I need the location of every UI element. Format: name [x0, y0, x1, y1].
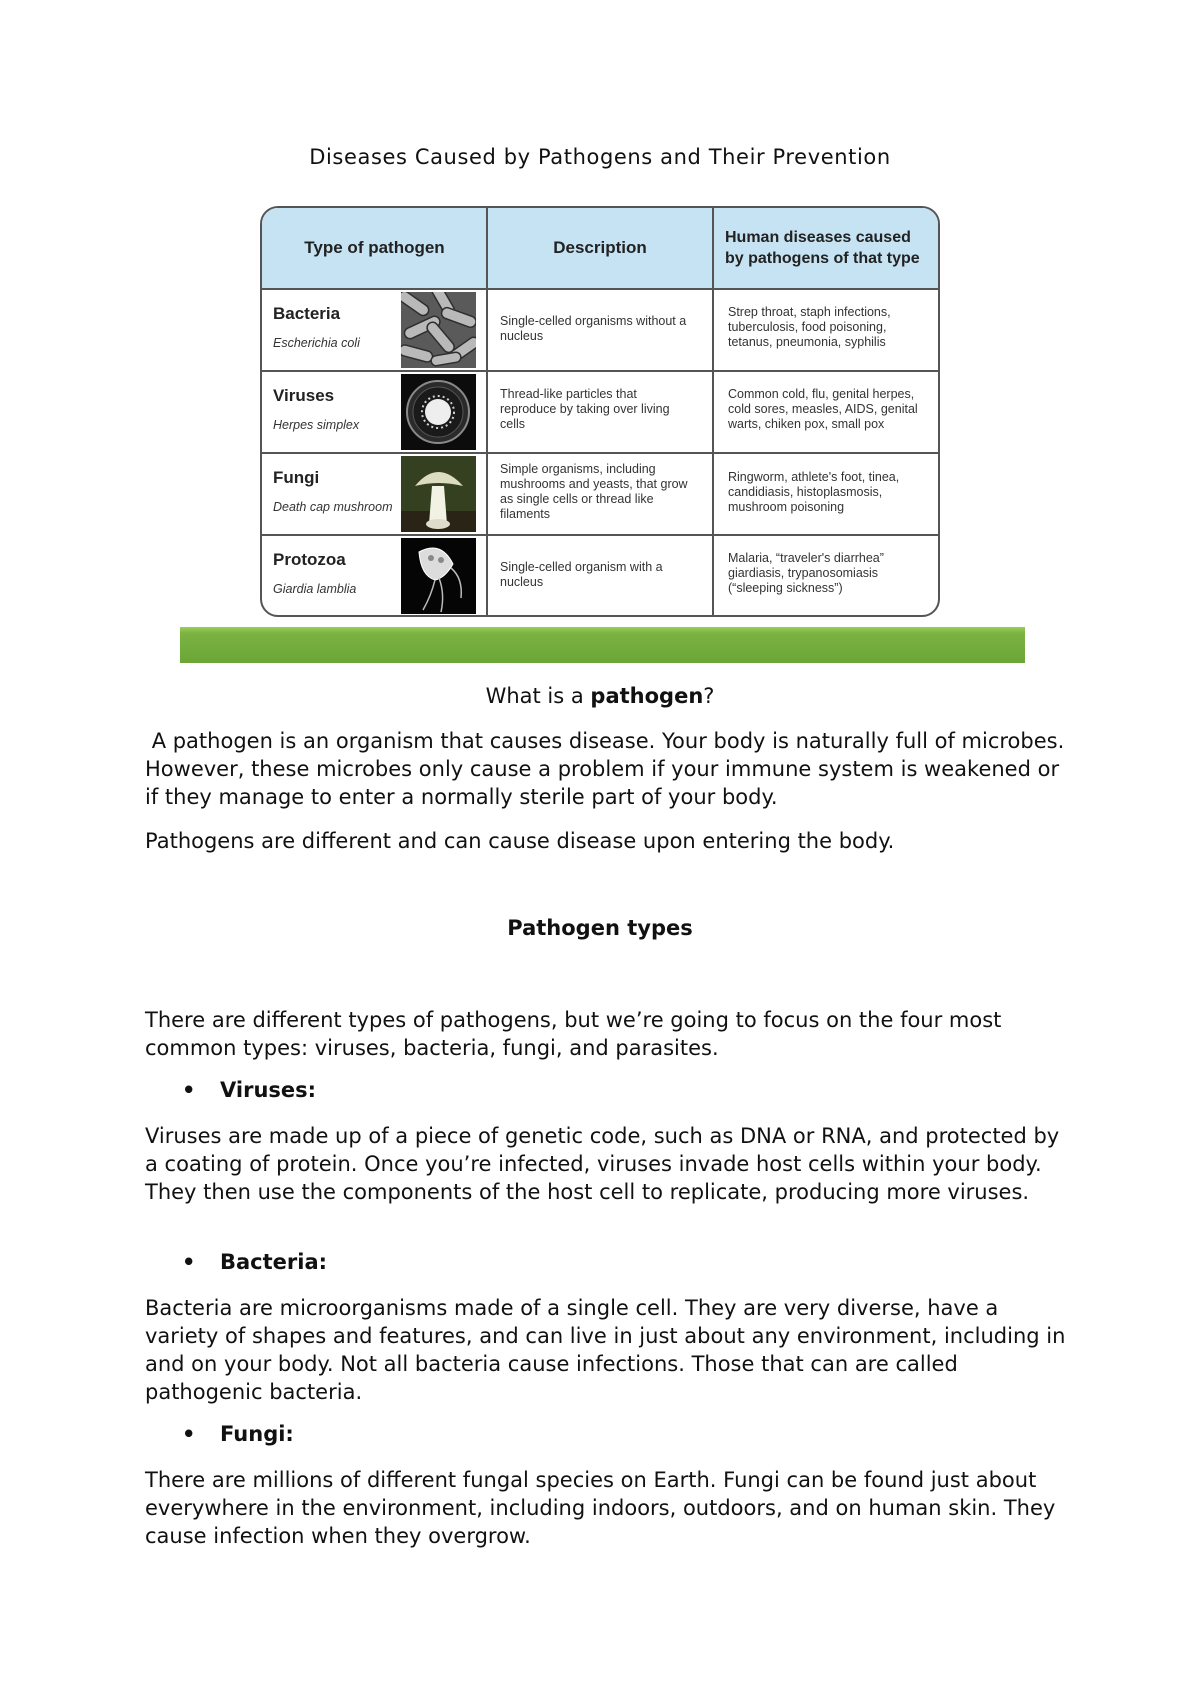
- column-divider: [486, 208, 488, 617]
- types-intro-paragraph: There are different types of pathogens, but we’re going to focus on the four most common types: viruses, bacteria, fungi, and parasites.: [145, 1008, 1002, 1060]
- pathogen-name: Viruses: [273, 386, 335, 405]
- bacteria-micrograph-icon: [401, 292, 476, 368]
- intro-paragraph: Pathogens are different and can cause disease upon entering the body.: [145, 829, 895, 853]
- table-row-fungi: [262, 454, 940, 536]
- bullet-fungi: [182, 1422, 294, 1446]
- document-title: Diseases Caused by Pathogens and Their Prevention: [309, 145, 891, 169]
- pathogen-diseases: Strep throat, staph infections, tuberculosis, food poisoning, tetanus, pneumonia, syphilis: [728, 305, 891, 349]
- pathogen-diseases: Common cold, flu, genital herpes, cold sores, measles, AIDS, genital warts, chiken pox, small pox: [728, 387, 918, 431]
- pathogen-name: Protozoa: [273, 550, 346, 569]
- pathogen-diseases: Ringworm, athlete's foot, tinea, candidiasis, histoplasmosis, mushroom poisoning: [728, 470, 900, 514]
- bullet-icon: •: [182, 1250, 196, 1274]
- mushroom-photo-icon: [401, 456, 476, 532]
- header-description: Description: [553, 238, 647, 257]
- what-is-heading: [0, 684, 1200, 708]
- pathogen-description: Single-celled organism with a nucleus: [500, 560, 663, 589]
- protozoa-micrograph-icon: [401, 538, 476, 614]
- pathogen-name: Bacteria: [273, 304, 341, 323]
- bullet-label: Viruses:: [220, 1078, 317, 1102]
- green-banner-bar: [180, 627, 1025, 663]
- pathogen-example: Herpes simplex: [273, 418, 360, 432]
- what-is-prefix: What is a: [485, 684, 591, 708]
- what-is-term: pathogen: [590, 684, 704, 708]
- bullet-label: Bacteria:: [220, 1250, 328, 1274]
- table-row-viruses: [262, 372, 940, 454]
- pathogen-description: Single-celled organisms without a nucleus: [500, 314, 687, 343]
- pathogen-description: Thread-like particles that reproduce by taking over living cells: [500, 387, 670, 431]
- bullet-label: Fungi:: [220, 1422, 294, 1446]
- intro-paragraph: A pathogen is an organism that causes disease. Your body is naturally full of microbes. However, these microbes only cause a problem if your immune system is weakened or if they manage to enter a normally sterile part of your body.: [145, 729, 1071, 809]
- table-row-protozoa: [262, 536, 940, 617]
- pathogen-example: Escherichia coli: [273, 336, 360, 350]
- bullet-bacteria: [182, 1250, 327, 1274]
- virus-micrograph-icon: [401, 374, 476, 450]
- bullet-viruses: [182, 1078, 316, 1102]
- section-paragraph: Viruses are made up of a piece of genetic code, such as DNA or RNA, and protected by a coating of protein. Once you’re infected, viruses invade host cells within your body. They then use the components of the host cell to replicate, producing more viruses.: [145, 1124, 1060, 1204]
- header-type: Type of pathogen: [304, 238, 445, 257]
- pathogen-table: [260, 206, 940, 617]
- header-diseases: Human diseases caused by pathogens of that type: [725, 229, 920, 267]
- table-header-row: [262, 208, 940, 290]
- section-paragraph: Bacteria are microorganisms made of a single cell. They are very diverse, have a variety of shapes and features, and can live in just about any environment, including in and on your body. Not all bacteria cause infections. Those that can are called pathogenic bacteria.: [145, 1296, 1066, 1404]
- section-paragraph: There are millions of different fungal species on Earth. Fungi can be found just about everywhere in the environment, including indoors, outdoors, and on human skin. They cause infection when they overgrow.: [145, 1468, 1056, 1548]
- pathogen-diseases: Malaria, “traveler's diarrhea” giardiasis, trypanosomiasis (“sleeping sickness”): [728, 551, 884, 595]
- pathogen-types-heading: Pathogen types: [507, 916, 693, 940]
- pathogen-example: Giardia lamblia: [273, 582, 357, 596]
- pathogen-example: Death cap mushroom: [273, 500, 393, 514]
- what-is-suffix: ?: [703, 684, 715, 708]
- bullet-icon: •: [182, 1078, 196, 1102]
- pathogen-name: Fungi: [273, 468, 320, 487]
- pathogen-table-figure: [180, 201, 1025, 663]
- pathogen-description: Simple organisms, including mushrooms and yeasts, that grow as single cells or thread like filaments: [500, 462, 688, 521]
- bullet-icon: •: [182, 1422, 196, 1446]
- table-row-bacteria: [262, 290, 940, 372]
- column-divider: [712, 208, 714, 617]
